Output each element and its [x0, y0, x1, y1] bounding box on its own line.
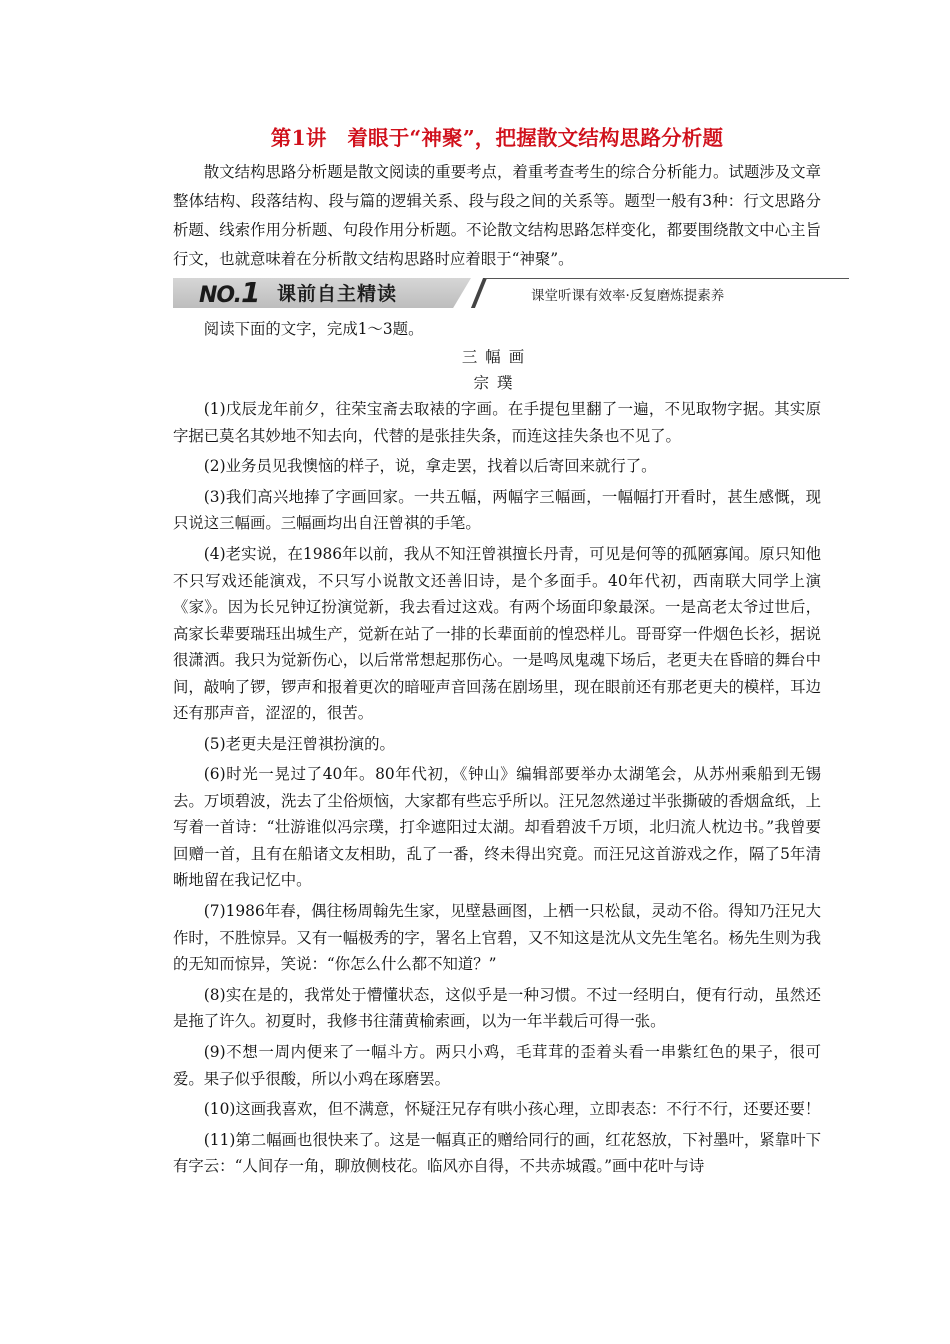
- essay-paragraph: (4)老实说，在1986年以前，我从不知汪曾祺擅长丹青，可见是何等的孤陋寡闻。原只知他不只写戏还能演戏，不只写小说散文还善旧诗，是个多面手。40年代初，西南联大同学上演《家》。因为长兄钟辽扮演觉新，我去看过这戏。有两个场面印象最深。一是高老太爷过世后，高家长辈要瑞珏出城生产，觉新在站了一排的长辈面前的惶恐样儿。哥哥穿一件烟色长衫，据说很潇洒。我只为觉新伤心，以后常常想起那伤心。一是鸣凤鬼魂下场后，老更夫在昏暗的舞台中间，敲响了锣，锣声和报着更次的暗哑声音回荡在剧场里，现在眼前还有那老更夫的模样，耳边还有那声音，涩涩的，很苦。: [173, 545, 821, 723]
- section-number: [199, 276, 260, 310]
- essay-paragraph: (2)业务员见我懊恼的样子，说，拿走罢，找着以后寄回来就行了。: [203, 457, 657, 476]
- essay-paragraph: (11)第二幅画也很快来了。这是一幅真正的赠给同行的画，红花怒放，下衬墨叶，紧靠叶下有字云：“人间存一角，聊放侧枝花。临风亦自得，不共赤城霞。”画中花叶与诗: [173, 1130, 821, 1176]
- essay-paragraph: (1)戊辰龙年前夕，往荣宝斋去取裱的字画。在手提包里翻了一遍，不见取物字据。其实原字据已莫名其妙地不知去向，代替的是张挂失条，而连这挂失条也不见了。: [173, 400, 821, 445]
- section-label: 课前自主精读: [277, 283, 398, 305]
- essay-paragraph: (6)时光一晃过了40年。80年代初，《钟山》编辑部要举办太湖笔会，从苏州乘船到无锡去。万顷碧波，洗去了尘俗烦恼，大家都有些忘乎所以。汪兄忽然递过半张撕破的香烟盒纸，上写着一首诗：“壮游谁似冯宗璞，打伞遮阳过太湖。却看碧波千万顷，北归流人枕边书。”我曾要回赠一首，且有在船诸文友相助，乱了一番，终未得出究竟。而汪兄这首游戏之作，隔了5年清晰地留在我记忆中。: [173, 765, 821, 890]
- section-rule: [485, 278, 849, 279]
- essay-paragraph: (8)实在是的，我常处于懵懂状态，这似乎是一种习惯。不过一经明白，便有行动，虽然还是拖了许久。初夏时，我修书往蒲黄榆索画，以为一年半载后可得一张。: [173, 985, 821, 1031]
- essay-paragraph: (5)老更夫是汪曾祺扮演的。: [203, 734, 395, 753]
- essay-author: 宗璞: [473, 374, 521, 392]
- essay-body: [173, 396, 821, 1184]
- essay-paragraph: (7)1986年春，偶往杨周翰先生家，见壁悬画图，上栖一只松鼠，灵动不俗。得知乃汪兄大作时，不胜惊异。又有一幅极秀的字，署名上官碧，又不知这是沈从文先生笔名。杨先生则为我的无知而惊异，笑说：“你怎么什么都不知道？”: [173, 902, 821, 974]
- essay-title: 三幅画: [461, 348, 533, 366]
- section-divider-slash: [471, 278, 487, 308]
- lesson-title: 第1讲 着眼于“神聚”，把握散文结构思路分析题: [270, 126, 724, 150]
- intro-paragraph: 散文结构思路分析题是散文阅读的重要考点，着重考查考生的综合分析能力。试题涉及文章整体结构、段落结构、段与篇的逻辑关系、段与段之间的关系等。题型一般有3种：行文思路分析题、线索作用分析题、句段作用分析题。不论散文结构思路怎样变化，都要围绕散文中心主旨行文，也就意味着在分析散文结构思路时应着眼于“神聚”。: [173, 163, 821, 268]
- section-banner: [173, 278, 849, 312]
- section-motto: 课堂听课有效率·反复磨炼提素养: [531, 288, 725, 304]
- reading-instruction: 阅读下面的文字，完成1～3题。: [203, 320, 424, 338]
- essay-paragraph: (10)这画我喜欢，但不满意，怀疑汪兄存有哄小孩心理，立即表态：不行不行，还要还要！: [203, 1100, 821, 1119]
- section-number-digit: 1: [241, 276, 260, 309]
- essay-paragraph: (3)我们高兴地捧了字画回家。一共五幅，两幅字三幅画，一幅幅打开看时，甚生感慨，现只说这三幅画。三幅画均出自汪曾祺的手笔。: [173, 487, 821, 533]
- section-number-prefix: NO.: [199, 283, 241, 308]
- essay-paragraph: (9)不想一周内便来了一幅斗方。两只小鸡，毛茸茸的歪着头看一串紫红色的果子，很可爱。果子似乎很酸，所以小鸡在琢磨罢。: [173, 1043, 821, 1088]
